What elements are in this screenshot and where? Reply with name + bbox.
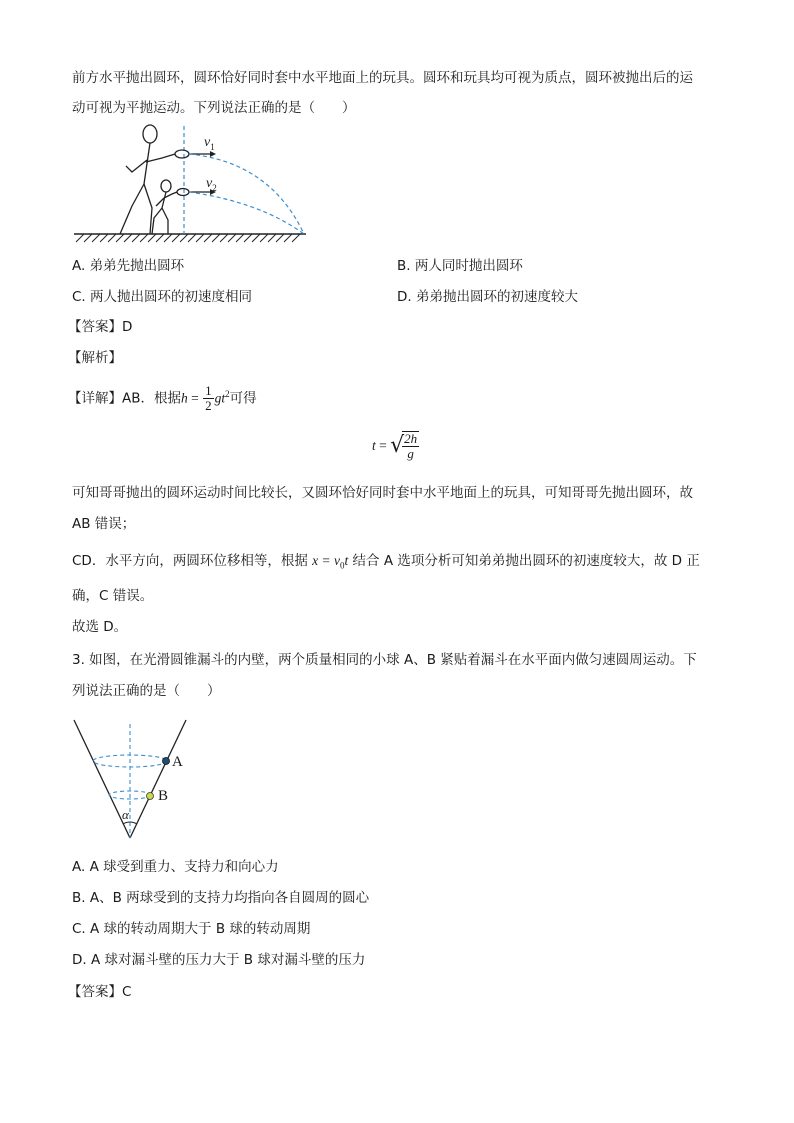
q2-analysis-tag: 【解析】: [68, 350, 122, 366]
q2-option-d: D. 弟弟抛出圆环的初速度较大: [397, 289, 578, 305]
q2-detail-line: 【详解】AB．根据h = $\frac{1}{2}$ $gt^2$可得: [68, 383, 257, 413]
label-v2: $v_2$: [206, 176, 217, 193]
q3-label-alpha: α: [122, 807, 129, 822]
label-v1: $v_1$: [204, 135, 215, 152]
q3-option-c: C. A 球的转动周期大于 B 球的转动周期: [72, 921, 311, 937]
q3-figure-cone-funnel: [68, 714, 192, 844]
q2-conclusion: 故选 D。: [72, 619, 128, 635]
q2-cd-line2: 确，C 错误。: [72, 588, 154, 604]
q2-answer: 【答案】D: [68, 319, 133, 335]
q2-option-c: C. 两人抛出圆环的初速度相同: [72, 289, 253, 305]
q3-label-a: A: [172, 754, 183, 770]
q3-option-b: B. A、B 两球受到的支持力均指向各自圆周的圆心: [72, 890, 370, 906]
q2-figure-throwing-rings: [70, 122, 310, 246]
q3-answer: 【答案】C: [68, 984, 132, 1000]
q2-option-b: B. 两人同时抛出圆环: [397, 258, 523, 274]
q2-explain-line1: 可知哥哥抛出的圆环运动时间比较长，又圆环恰好同时套中水平地面上的玩具，可知哥哥先抛出圆环，故: [72, 485, 693, 501]
q3-stem-line2: 列说法正确的是（ ）: [72, 683, 221, 699]
q3-stem-line1: 3. 如图，在光滑圆锥漏斗的内壁，两个质量相同的小球 A、B 紧贴着漏斗在水平面内做匀速圆周运动。下: [72, 652, 697, 668]
q3-option-d: D. A 球对漏斗壁的压力大于 B 球对漏斗壁的压力: [72, 952, 366, 968]
q2-option-a: A. 弟弟先抛出圆环: [72, 258, 185, 274]
sqrt-symbol: √: [390, 433, 405, 458]
q2-explain-line2: AB 错误；: [72, 516, 136, 532]
q2-stem-line2: 动可视为平抛运动。下列说法正确的是（ ）: [72, 100, 356, 116]
q2-cd-line1: CD．水平方向，两圆环位移相等，根据 $x = v_0t$ 结合 A 选项分析可知弟弟抛出圆环的初速度较大，故 D 正: [72, 553, 700, 571]
q3-option-a: A. A 球受到重力、支持力和向心力: [72, 859, 279, 875]
q3-label-b: B: [158, 788, 169, 804]
q2-time-formula: t = √ $\frac{2h}{g}$: [372, 431, 418, 461]
q2-stem-line1: 前方水平抛出圆环，圆环恰好同时套中水平地面上的玩具。圆环和玩具均可视为质点，圆环被抛出后的运: [72, 70, 693, 86]
